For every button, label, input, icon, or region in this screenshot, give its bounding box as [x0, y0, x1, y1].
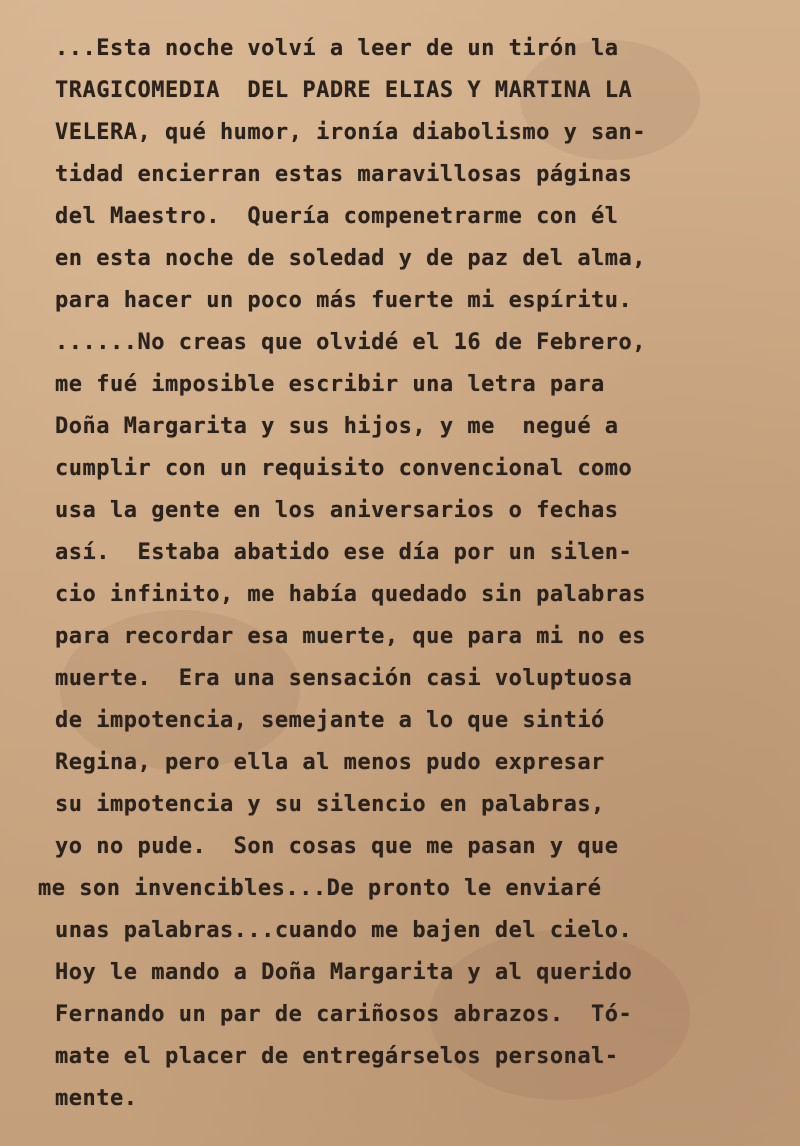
- text-line: usa la gente en los aniversarios o fechas: [55, 498, 619, 523]
- text-line: su impotencia y su silencio en palabras,: [55, 792, 605, 817]
- text-line: yo no pude. Son cosas que me pasan y que: [55, 834, 619, 859]
- text-line: TRAGICOMEDIA DEL PADRE ELIAS Y MARTINA LA: [55, 78, 633, 103]
- text-line: cumplir con un requisito convencional como: [55, 456, 633, 481]
- text-line: para hacer un poco más fuerte mi espíritu.: [55, 288, 633, 313]
- text-line: Doña Margarita y sus hijos, y me negué a: [55, 414, 619, 439]
- text-line: en esta noche de soledad y de paz del alma,: [55, 246, 647, 271]
- text-line: me fué imposible escribir una letra para: [55, 372, 605, 397]
- text-line: así. Estaba abatido ese día por un silen-: [55, 540, 633, 565]
- text-line: me son invencibles...De pronto le enviaré: [38, 876, 602, 901]
- text-line: VELERA, qué humor, ironía diabolismo y san-: [55, 120, 647, 145]
- text-line: mate el placer de entregárselos personal-: [55, 1044, 619, 1069]
- text-line: Regina, pero ella al menos pudo expresar: [55, 750, 605, 775]
- text-line: ...Esta noche volví a leer de un tirón la: [55, 36, 619, 61]
- text-line: mente.: [55, 1086, 138, 1111]
- text-line: del Maestro. Quería compenetrarme con él: [55, 204, 619, 229]
- text-line: Fernando un par de cariñosos abrazos. Tó-: [55, 1002, 633, 1027]
- text-line: Hoy le mando a Doña Margarita y al querido: [55, 960, 633, 985]
- text-line: de impotencia, semejante a lo que sintió: [55, 708, 605, 733]
- text-line: unas palabras...cuando me bajen del cielo.: [55, 918, 633, 943]
- text-line: tidad encierran estas maravillosas páginas: [55, 162, 633, 187]
- text-line: para recordar esa muerte, que para mi no es: [55, 624, 647, 649]
- text-line: cio infinito, me había quedado sin palabras: [55, 582, 647, 607]
- text-line: muerte. Era una sensación casi voluptuosa: [55, 666, 633, 691]
- text-line: ......No creas que olvidé el 16 de Febrero,: [55, 330, 647, 355]
